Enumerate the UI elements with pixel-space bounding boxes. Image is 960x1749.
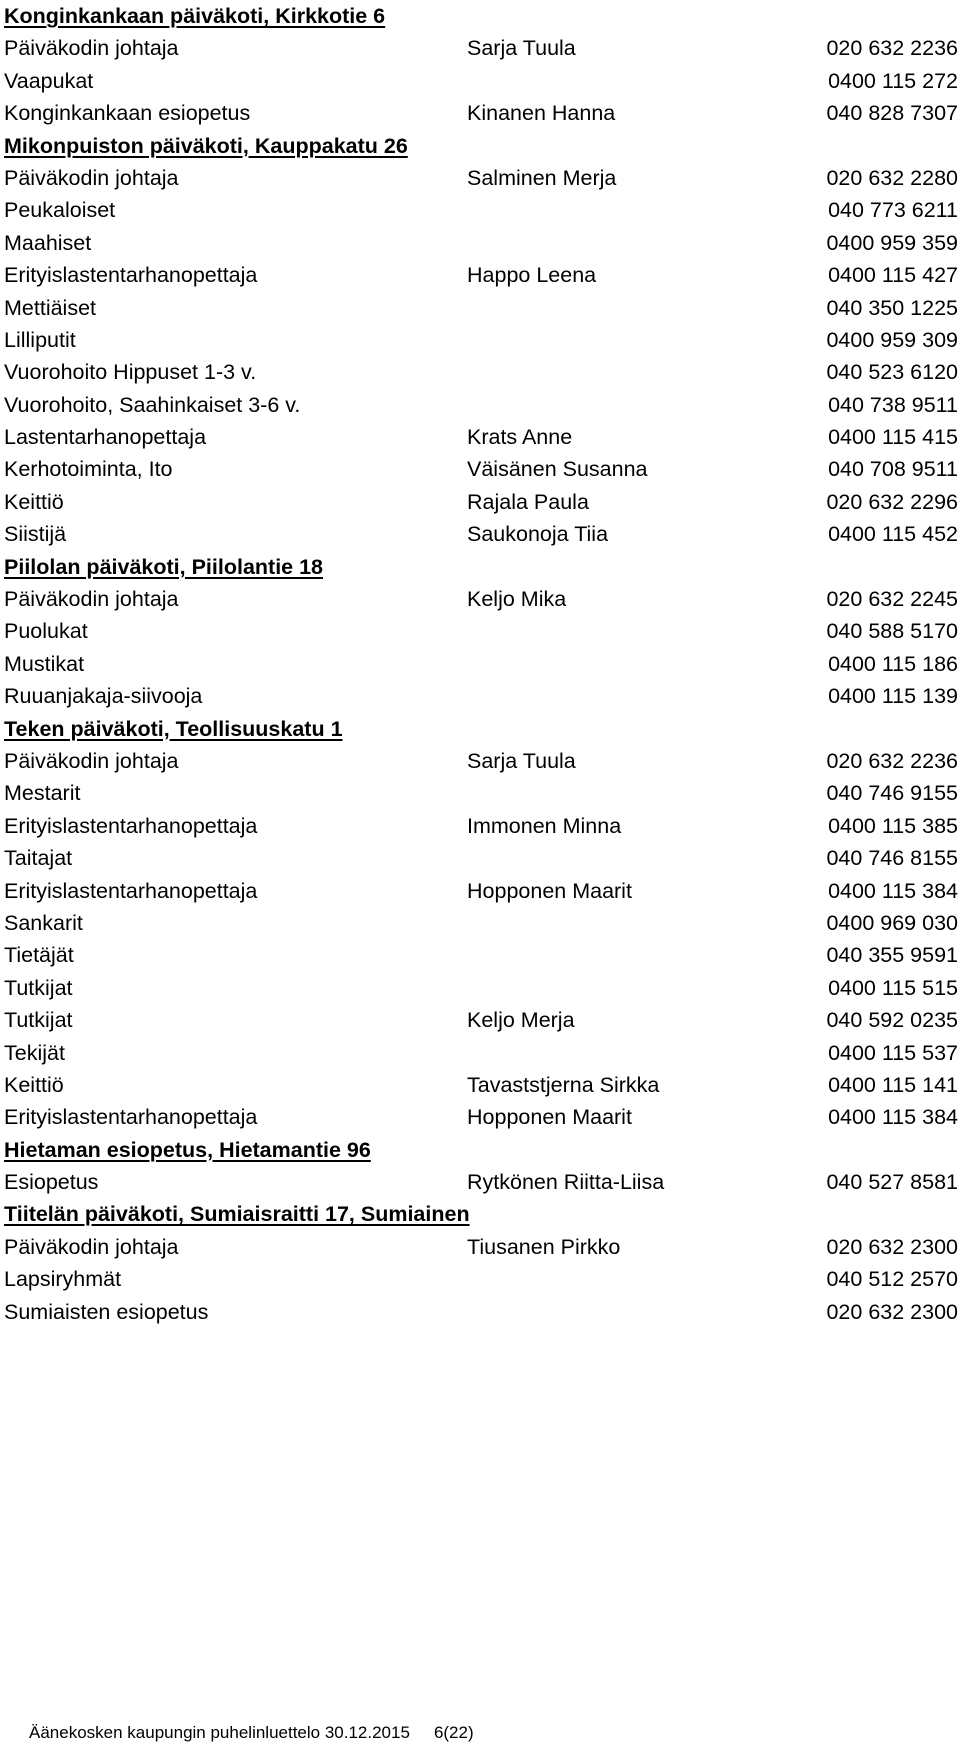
phone-number: 0400 959 309 <box>826 327 958 352</box>
role-label: Taitajat <box>4 846 73 871</box>
phone-number: 040 512 2570 <box>826 1267 958 1292</box>
role-label: Mettiäiset <box>4 295 97 320</box>
directory-row <box>4 842 958 874</box>
phone-number: 0400 115 537 <box>828 1040 958 1065</box>
directory-row <box>4 356 958 388</box>
phone-number: 040 708 9511 <box>828 457 958 482</box>
phone-number: 020 632 2300 <box>826 1299 958 1324</box>
phone-number: 040 746 9155 <box>826 781 958 806</box>
role-label: Peukaloiset <box>4 198 116 223</box>
directory-row <box>4 65 958 97</box>
directory-row <box>4 1231 958 1263</box>
contact-person: Immonen Minna <box>467 813 622 838</box>
phone-number: 020 632 2236 <box>826 36 958 61</box>
phone-number: 040 527 8581 <box>826 1170 958 1195</box>
section-heading <box>4 0 958 32</box>
phone-number: 040 828 7307 <box>826 101 958 126</box>
directory-row <box>4 680 958 712</box>
directory-row <box>4 615 958 647</box>
contact-person: Väisänen Susanna <box>467 457 648 482</box>
role-label: Keittiö <box>4 1072 64 1097</box>
phone-directory <box>4 0 958 1328</box>
role-label: Siistijä <box>4 522 67 547</box>
section-heading <box>4 1198 958 1230</box>
phone-number: 020 632 2280 <box>826 165 958 190</box>
phone-number: 0400 115 384 <box>828 878 958 903</box>
role-label: Puolukat <box>4 619 88 644</box>
directory-row <box>4 1101 958 1133</box>
directory-row <box>4 583 958 615</box>
section-heading-text: Tiitelän päiväkoti, Sumiaisraitti 17, Sumiainen <box>4 1202 470 1227</box>
contact-person: Sarja Tuula <box>467 36 576 61</box>
role-label: Kerhotoiminta, Ito <box>4 457 173 482</box>
phone-number: 0400 969 030 <box>826 910 958 935</box>
role-label: Keittiö <box>4 489 64 514</box>
directory-row <box>4 1296 958 1328</box>
role-label: Erityislastentarhanopettaja <box>4 263 258 288</box>
directory-row <box>4 1069 958 1101</box>
directory-row <box>4 162 958 194</box>
role-label: Vuorohoito Hippuset 1-3 v. <box>4 360 257 385</box>
directory-row <box>4 486 958 518</box>
phone-number: 040 738 9511 <box>828 392 958 417</box>
phone-number: 0400 115 515 <box>828 975 958 1000</box>
phone-number: 020 632 2245 <box>826 587 958 612</box>
phone-number: 040 746 8155 <box>826 846 958 871</box>
role-label: Konginkankaan esiopetus <box>4 101 251 126</box>
role-label: Erityislastentarhanopettaja <box>4 1105 258 1130</box>
role-label: Lapsiryhmät <box>4 1267 122 1292</box>
contact-person: Saukonoja Tiia <box>467 522 609 547</box>
contact-person: Rytkönen Riitta-Liisa <box>467 1170 665 1195</box>
directory-row <box>4 324 958 356</box>
phone-number: 020 632 2300 <box>826 1234 958 1259</box>
role-label: Vuorohoito, Saahinkaiset 3-6 v. <box>4 392 301 417</box>
directory-row <box>4 389 958 421</box>
contact-person: Krats Anne <box>467 425 573 450</box>
directory-row <box>4 194 958 226</box>
phone-number: 0400 115 452 <box>828 522 958 547</box>
directory-row <box>4 453 958 485</box>
phone-number: 0400 115 139 <box>828 684 958 709</box>
directory-row <box>4 972 958 1004</box>
phone-number: 0400 115 141 <box>828 1072 958 1097</box>
role-label: Päiväkodin johtaja <box>4 165 179 190</box>
phone-number: 0400 115 272 <box>828 68 958 93</box>
phone-number: 040 592 0235 <box>826 1008 958 1033</box>
phone-number: 040 355 9591 <box>826 943 958 968</box>
contact-person: Kinanen Hanna <box>467 101 616 126</box>
contact-person: Tiusanen Pirkko <box>467 1234 621 1259</box>
directory-row <box>4 1037 958 1069</box>
role-label: Päiväkodin johtaja <box>4 587 179 612</box>
phone-number: 0400 959 359 <box>826 230 958 255</box>
role-label: Mestarit <box>4 781 81 806</box>
phone-number: 0400 115 415 <box>828 425 958 450</box>
phone-number: 040 588 5170 <box>826 619 958 644</box>
contact-person: Hopponen Maarit <box>467 878 632 903</box>
role-label: Päiväkodin johtaja <box>4 748 179 773</box>
role-label: Ruuanjakaja-siivooja <box>4 684 203 709</box>
role-label: Tietäjät <box>4 943 74 968</box>
directory-row <box>4 32 958 64</box>
directory-row <box>4 745 958 777</box>
section-heading-text: Piilolan päiväkoti, Piilolantie 18 <box>4 554 324 579</box>
section-heading-text: Mikonpuiston päiväkoti, Kauppakatu 26 <box>4 133 408 158</box>
contact-person: Happo Leena <box>467 263 597 288</box>
role-label: Vaapukat <box>4 68 94 93</box>
directory-row <box>4 97 958 129</box>
role-label: Mustikat <box>4 651 85 676</box>
directory-row <box>4 875 958 907</box>
phone-number: 0400 115 427 <box>828 263 958 288</box>
role-label: Sankarit <box>4 910 83 935</box>
directory-row <box>4 259 958 291</box>
phone-number: 040 523 6120 <box>826 360 958 385</box>
role-label: Päiväkodin johtaja <box>4 36 179 61</box>
role-label: Esiopetus <box>4 1170 99 1195</box>
directory-row <box>4 810 958 842</box>
role-label: Lilliputit <box>4 327 76 352</box>
contact-person: Rajala Paula <box>467 489 589 514</box>
contact-person: Salminen Merja <box>467 165 617 190</box>
phone-number: 040 350 1225 <box>826 295 958 320</box>
directory-row <box>4 1004 958 1036</box>
directory-row <box>4 648 958 680</box>
role-label: Tutkijat <box>4 975 73 1000</box>
section-heading <box>4 130 958 162</box>
page-number: 6(22) <box>433 1723 474 1742</box>
phone-number: 0400 115 385 <box>828 813 958 838</box>
directory-row <box>4 292 958 324</box>
role-label: Maahiset <box>4 230 92 255</box>
directory-row <box>4 1166 958 1198</box>
section-heading <box>4 551 958 583</box>
role-label: Erityislastentarhanopettaja <box>4 813 258 838</box>
phone-number: 0400 115 186 <box>828 651 958 676</box>
contact-person: Tavaststjerna Sirkka <box>467 1072 660 1097</box>
page-footer <box>29 1722 474 1744</box>
role-label: Sumiaisten esiopetus <box>4 1299 209 1324</box>
section-heading-text: Teken päiväkoti, Teollisuuskatu 1 <box>4 716 343 741</box>
contact-person: Sarja Tuula <box>467 748 576 773</box>
contact-person: Keljo Mika <box>467 587 567 612</box>
phone-number: 020 632 2296 <box>826 489 958 514</box>
phone-number: 040 773 6211 <box>828 198 958 223</box>
section-heading <box>4 713 958 745</box>
role-label: Erityislastentarhanopettaja <box>4 878 258 903</box>
role-label: Tutkijat <box>4 1008 73 1033</box>
footer-title: Äänekosken kaupungin puhelinluettelo 30.12.2015 <box>29 1723 410 1742</box>
phone-number: 020 632 2236 <box>826 748 958 773</box>
role-label: Päiväkodin johtaja <box>4 1234 179 1259</box>
directory-row <box>4 518 958 550</box>
phone-number: 0400 115 384 <box>828 1105 958 1130</box>
directory-row <box>4 227 958 259</box>
contact-person: Hopponen Maarit <box>467 1105 632 1130</box>
section-heading-text: Konginkankaan päiväkoti, Kirkkotie 6 <box>4 4 386 28</box>
section-heading <box>4 1134 958 1166</box>
directory-row <box>4 907 958 939</box>
directory-row <box>4 421 958 453</box>
role-label: Tekijät <box>4 1040 65 1065</box>
section-heading-text: Hietaman esiopetus, Hietamantie 96 <box>4 1137 371 1162</box>
directory-row <box>4 939 958 971</box>
role-label: Lastentarhanopettaja <box>4 425 207 450</box>
contact-person: Keljo Merja <box>467 1008 575 1033</box>
directory-row <box>4 1263 958 1295</box>
directory-row <box>4 777 958 809</box>
